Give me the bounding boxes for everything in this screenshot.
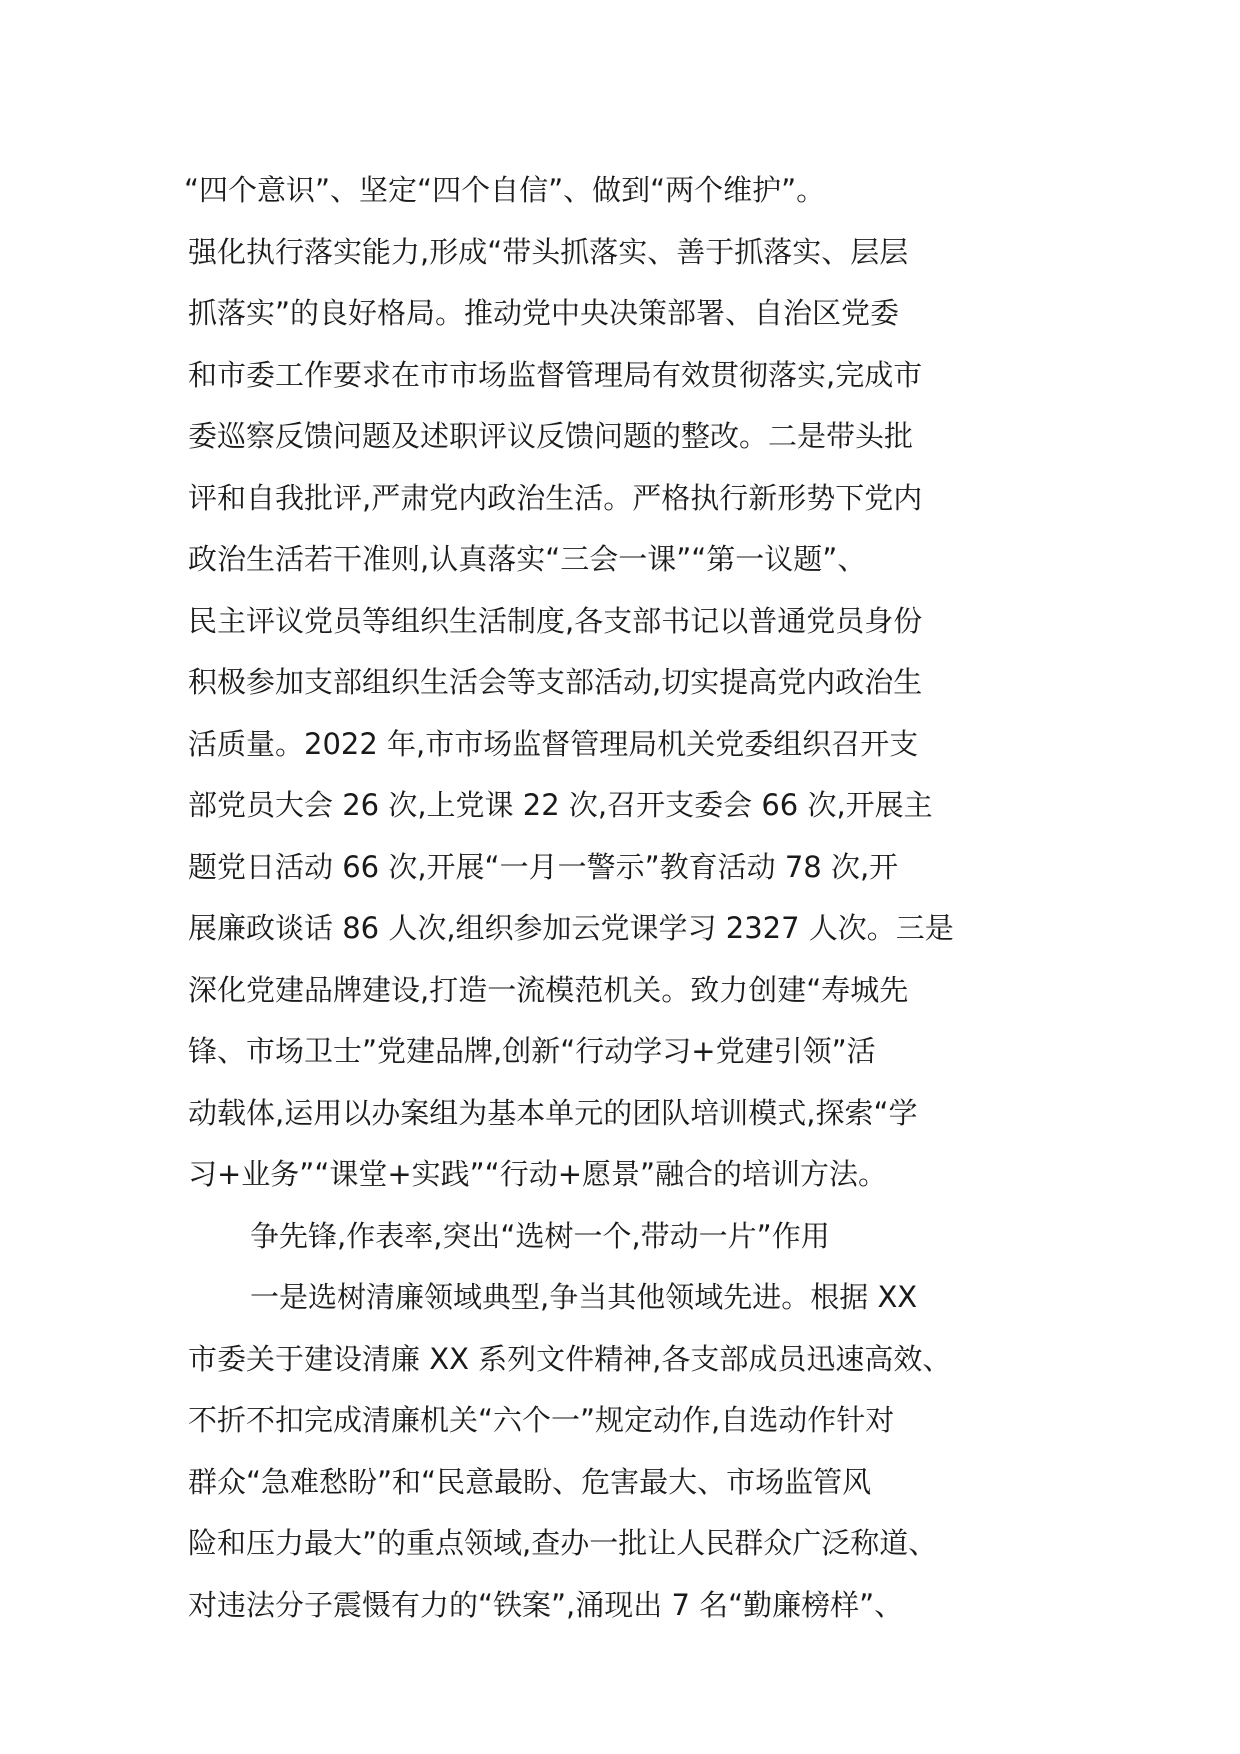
paragraph-line: 强化执行落实能力,形成“带头抓落实、善于抓落实、层层	[188, 234, 909, 269]
paragraph-line: 习+业务”“课堂+实践”“行动+愿景”融合的培训方法。	[188, 1157, 888, 1191]
section-paragraph-line: 市委关于建设清廉 XX 系列文件精神,各支部成员迅速高效、	[188, 1341, 952, 1376]
paragraph-line: 展廉政谈话 86 人次,组织参加云党课学习 2327 人次。三是	[188, 911, 954, 945]
paragraph-line: 和市委工作要求在市市场监督管理局有效贯彻落实,完成市	[188, 357, 923, 392]
paragraph-line: 锋、市场卫士”党建品牌,创新“行动学习+党建引领”活	[188, 1034, 876, 1068]
section-paragraph-line: 不折不扣完成清廉机关“六个一”规定动作,自选动作针对	[188, 1403, 895, 1437]
paragraph-line: 委巡察反馈问题及述职评议反馈问题的整改。二是带头批	[188, 419, 914, 453]
section-heading: 争先锋,作表率,突出“选树一个,带动一片”作用	[250, 1218, 830, 1253]
section-paragraph-line: 险和压力最大”的重点领域,查办一批让人民群众广泛称道、	[188, 1526, 938, 1560]
paragraph-line: 题党日活动 66 次,开展“一月一警示”教育活动 78 次,开	[188, 849, 899, 884]
paragraph-line: 政治生活若干准则,认真落实“三会一课”“第一议题”、	[188, 542, 867, 576]
paragraph-line: 部党员大会 26 次,上党课 22 次,召开支委会 66 次,开展主	[188, 788, 933, 822]
section-paragraph-line: 一是选树清廉领域典型,争当其他领域先进。根据 XX	[250, 1280, 918, 1314]
paragraph-line: 积极参加支部组织生活会等支部活动,切实提高党内政治生	[188, 665, 923, 699]
paragraph-line: 抓落实”的良好格局。推动党中央决策部署、自治区党委	[188, 296, 900, 330]
paragraph-line: 民主评议党员等组织生活制度,各支部书记以普通党员身份	[188, 603, 923, 638]
section-paragraph-line: 对违法分子震慑有力的“铁案”,涌现出 7 名“勤廉榜样”、	[188, 1587, 904, 1622]
paragraph-line: “四个意识”、坚定“四个自信”、做到“两个维护”。	[184, 173, 826, 207]
paragraph-line: 动载体,运用以办案组为基本单元的团队培训模式,探索“学	[188, 1095, 918, 1130]
paragraph-line: 活质量。2022 年,市市场监督管理局机关党委组织召开支	[188, 726, 919, 761]
section-paragraph-line: 群众“急难愁盼”和“民意最盼、危害最大、市场监管风	[188, 1464, 872, 1499]
paragraph-line: 深化党建品牌建设,打造一流模范机关。致力创建“寿城先	[188, 972, 909, 1007]
paragraph-line: 评和自我批评,严肃党内政治生活。严格执行新形势下党内	[188, 480, 923, 515]
body-text	[184, 160, 1068, 1636]
